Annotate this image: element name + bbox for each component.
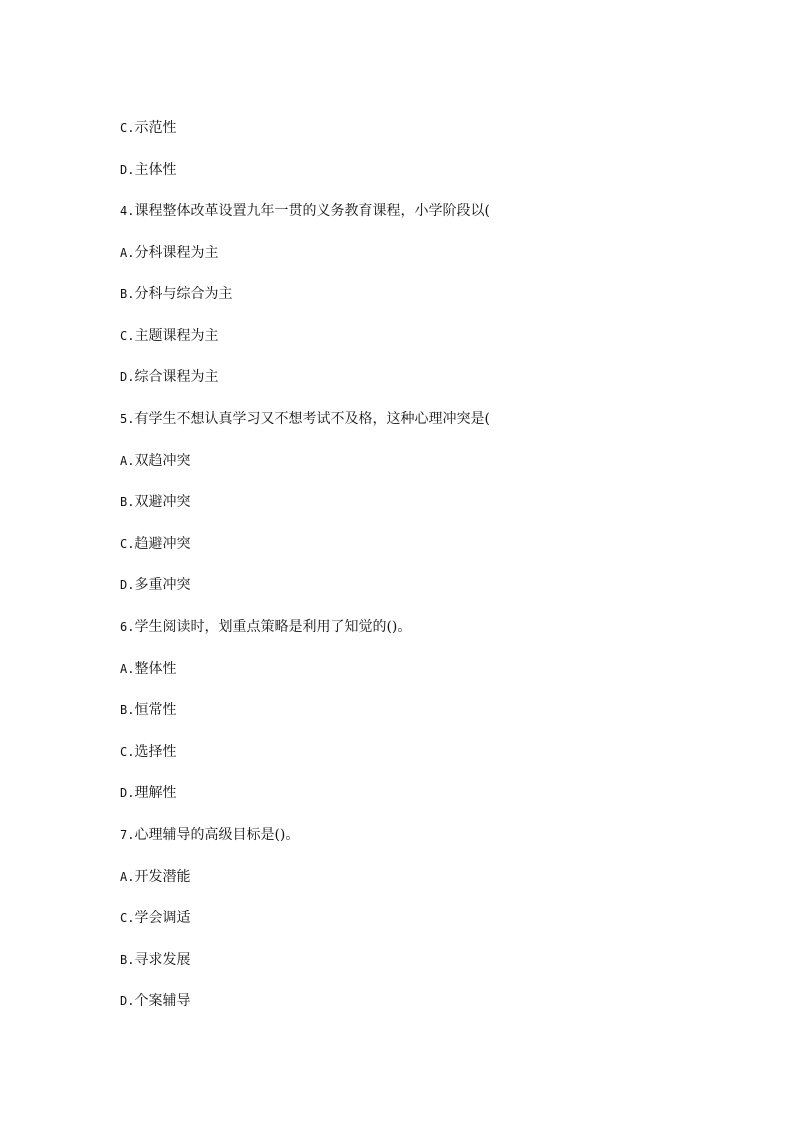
- option-b-line: [120, 285, 760, 303]
- question-6: [120, 618, 760, 636]
- line-text: 整体性: [134, 661, 177, 677]
- option-b-line: [120, 493, 760, 511]
- line-text: 示范性: [134, 120, 177, 136]
- line-label: B.: [120, 703, 135, 717]
- option-c-line: [120, 743, 760, 761]
- question-5: [120, 410, 760, 428]
- line-label: C.: [120, 537, 135, 551]
- question-number: 4.: [120, 204, 135, 218]
- question-number: 6.: [120, 620, 135, 634]
- line-label: C.: [120, 121, 135, 135]
- option-a-line: [120, 452, 760, 470]
- question-number: 5.: [120, 412, 135, 426]
- line-text: 趋避冲突: [134, 536, 191, 552]
- line-text: 双避冲突: [134, 494, 191, 510]
- line-label: C.: [120, 745, 135, 759]
- option-b-line: [120, 701, 760, 719]
- option-b-line: [120, 951, 760, 969]
- line-text: 选择性: [134, 744, 177, 760]
- question-4: [120, 202, 760, 220]
- line-text: 综合课程为主: [134, 369, 219, 385]
- line-label: A.: [120, 870, 135, 884]
- option-c-line: [120, 327, 760, 345]
- line-text: 个案辅导: [134, 993, 191, 1009]
- line-label: A.: [120, 662, 135, 676]
- question-text: 学生阅读时，划重点策略是利用了知觉的()。: [134, 619, 412, 635]
- line-label: D.: [120, 786, 135, 800]
- line-text: 恒常性: [134, 702, 177, 718]
- line-label: A.: [120, 246, 135, 260]
- option-d-line: [120, 992, 760, 1010]
- line-text: 学会调适: [134, 910, 191, 926]
- line-text: 双趋冲突: [134, 453, 191, 469]
- line-label: A.: [120, 454, 135, 468]
- line-label: B.: [120, 953, 135, 967]
- line-text: 主题课程为主: [134, 328, 219, 344]
- option-d-line: [120, 576, 760, 594]
- line-text: 主体性: [134, 162, 177, 178]
- line-text: 分科课程为主: [134, 245, 219, 261]
- line-label: C.: [120, 329, 135, 343]
- line-text: 多重冲突: [134, 577, 191, 593]
- option-a-line: [120, 660, 760, 678]
- option-d-line: [120, 368, 760, 386]
- line-label: D.: [120, 994, 135, 1008]
- line-label: D.: [120, 578, 135, 592]
- question-text: 课程整体改革设置九年一贯的义务教育课程，小学阶段以(: [134, 203, 490, 219]
- option-c-line: [120, 909, 760, 927]
- option-d-line: [120, 784, 760, 802]
- line-text: 开发潜能: [134, 869, 191, 885]
- line-text: 理解性: [134, 785, 177, 801]
- line-label: D.: [120, 163, 135, 177]
- option-c-line: [120, 119, 760, 137]
- line-label: B.: [120, 495, 135, 509]
- question-text: 心理辅导的高级目标是()。: [134, 827, 300, 843]
- option-a-line: [120, 868, 760, 886]
- option-d-line: [120, 161, 760, 179]
- question-text: 有学生不想认真学习又不想考试不及格，这种心理冲突是(: [134, 411, 490, 427]
- line-label: C.: [120, 911, 135, 925]
- question-number: 7.: [120, 828, 135, 842]
- option-a-line: [120, 244, 760, 262]
- line-text: 分科与综合为主: [134, 286, 233, 302]
- line-label: D.: [120, 370, 135, 384]
- line-label: B.: [120, 287, 135, 301]
- question-7: [120, 826, 760, 844]
- line-text: 寻求发展: [134, 952, 191, 968]
- option-c-line: [120, 535, 760, 553]
